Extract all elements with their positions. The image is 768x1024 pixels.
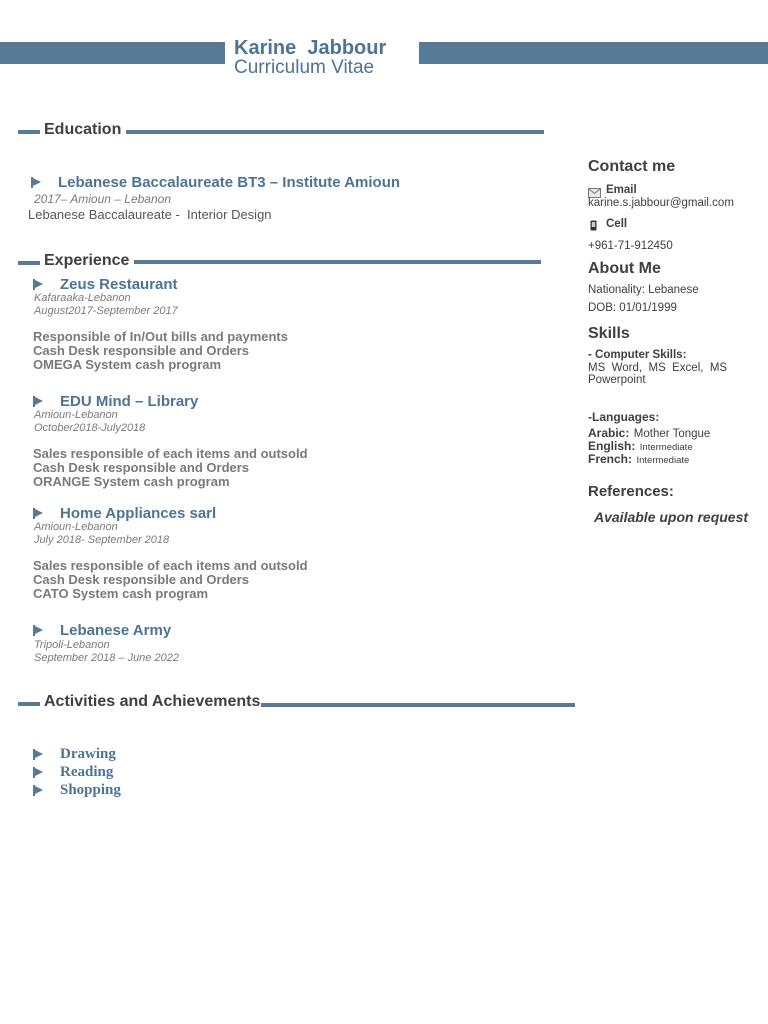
- candidate-name: Karine Jabbour: [234, 37, 387, 59]
- flag-bullet-icon: [31, 177, 41, 188]
- experience-rule-left: [18, 261, 40, 265]
- job-location: Amioun-Lebanon: [34, 521, 118, 533]
- header-bar-left: [0, 42, 225, 64]
- flag-bullet-icon: [33, 396, 43, 407]
- about-heading: About Me: [588, 260, 661, 277]
- job-duty: Responsible of In/Out bills and payments: [33, 329, 288, 344]
- job-duty: Cash Desk responsible and Orders: [33, 572, 250, 587]
- job-duty: OMEGA System cash program: [33, 357, 222, 372]
- job-dates: July 2018- September 2018: [34, 534, 170, 546]
- job-title: Lebanese Army: [60, 622, 172, 639]
- phone-icon: [590, 218, 598, 229]
- job-duty: ORANGE System cash program: [33, 474, 230, 489]
- computer-skills-label: - Computer Skills:: [588, 349, 687, 361]
- job-location: Kafaraaka-Lebanon: [34, 292, 131, 304]
- computer-skills-line: MS Word, MS Excel, MS: [588, 362, 728, 374]
- job-duty: Cash Desk responsible and Orders: [33, 343, 250, 358]
- language-name: English:: [588, 439, 636, 453]
- flag-bullet-icon: [33, 508, 43, 519]
- languages-label: -Languages:: [588, 410, 660, 424]
- education-detail: Lebanese Baccalaureate - Interior Design: [28, 207, 272, 222]
- language-level: Intermediate: [639, 442, 693, 453]
- activities-rule-right: [261, 703, 575, 707]
- references-value: Available upon request: [594, 509, 749, 525]
- flag-bullet-icon: [33, 749, 43, 760]
- nationality: Nationality: Lebanese: [588, 284, 699, 296]
- job-dates: August2017-September 2017: [34, 305, 178, 317]
- email-value: karine.s.jabbour@gmail.com: [588, 197, 734, 209]
- education-date-place: 2017– Amioun – Lebanon: [34, 192, 172, 206]
- job-title: EDU Mind – Library: [60, 393, 199, 410]
- education-rule-right: [126, 130, 544, 134]
- education-title: Lebanese Baccalaureate BT3 – Institute Amioun: [58, 174, 401, 191]
- flag-bullet-icon: [33, 785, 43, 796]
- experience-heading: Experience: [44, 252, 130, 269]
- flag-bullet-icon: [33, 767, 43, 778]
- job-dates: September 2018 – June 2022: [34, 652, 179, 664]
- job-duty: Cash Desk responsible and Orders: [33, 460, 250, 475]
- flag-bullet-icon: [33, 625, 43, 636]
- flag-bullet-icon: [33, 279, 43, 290]
- education-rule-left: [18, 130, 40, 134]
- activities-heading: Activities and Achievements: [44, 693, 261, 710]
- computer-skills-line: Powerpoint: [588, 374, 646, 386]
- cell-value: +961-71-912450: [588, 240, 673, 252]
- references-heading: References:: [588, 483, 674, 500]
- skills-heading: Skills: [588, 325, 630, 342]
- job-duty: Sales responsible of each items and outsold: [33, 558, 308, 573]
- activity-item: Shopping: [60, 782, 121, 798]
- education-heading: Education: [44, 121, 122, 138]
- header-bar-right: [419, 42, 768, 64]
- activity-item: Reading: [60, 764, 114, 780]
- language-level: Mother Tongue: [633, 428, 711, 440]
- job-location: Amioun-Lebanon: [34, 409, 118, 421]
- cell-label: Cell: [606, 218, 628, 230]
- language-level: Intermediate: [636, 455, 690, 466]
- activity-item: Drawing: [60, 746, 116, 762]
- job-dates: October2018-July2018: [34, 422, 146, 434]
- cv-subtitle: Curriculum Vitae: [234, 57, 375, 78]
- job-location: Tripoli-Lebanon: [34, 639, 110, 651]
- email-label: Email: [606, 184, 637, 196]
- job-title: Home Appliances sarl: [60, 505, 217, 522]
- language-name: French:: [588, 452, 633, 466]
- contact-heading: Contact me: [588, 158, 676, 175]
- language-name: Arabic:: [588, 426, 630, 440]
- envelope-icon: [588, 185, 601, 195]
- job-duty: CATO System cash program: [33, 586, 209, 601]
- experience-rule-right: [134, 260, 541, 264]
- activities-rule-left: [18, 702, 40, 706]
- language-row: [588, 450, 689, 468]
- job-title: Zeus Restaurant: [60, 276, 178, 293]
- date-of-birth: DOB: 01/01/1999: [588, 302, 677, 314]
- job-duty: Sales responsible of each items and outsold: [33, 446, 308, 461]
